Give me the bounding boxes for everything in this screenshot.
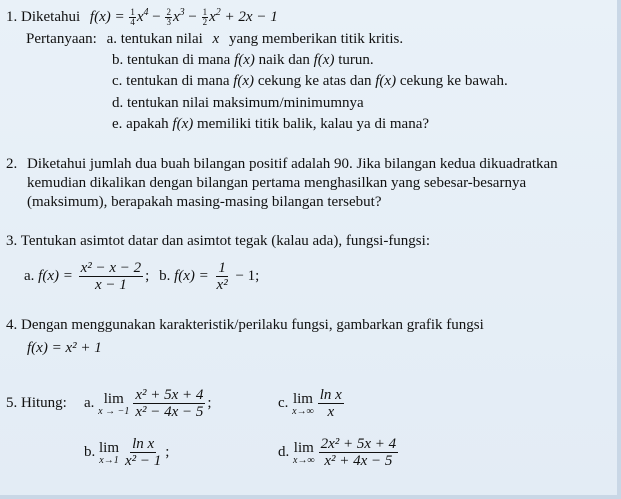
q5-part-a: a. lim x → −1 $\frac{\text{x² + 5x + 4}}{\text{x² − 4x − 5}}$ ; <box>84 387 212 421</box>
pertanyaan-label: Pertanyaan: <box>26 31 97 47</box>
q1-coef1: $\frac{1}{4}$ <box>130 7 135 28</box>
q1-lead: Diketahui <box>21 9 81 25</box>
q1-term3: $x^2 + 2x - 1$ <box>209 7 278 25</box>
q5d-fraction: $\frac{\text{2x² + 5x + 4}}{\text{x² + 4x − 5}}$ <box>320 436 397 470</box>
q5-lead: 5. Hitung: <box>6 395 67 411</box>
q4-formula: f(x) = x² + 1 <box>27 340 102 356</box>
q1-coef2: $\frac{2}{3}$ <box>166 7 171 28</box>
q1-item-d: d. tentukan nilai maksimum/minimumnya <box>112 95 364 111</box>
q2-line3: (maksimum), berapakah masing-masing bilangan tersebut? <box>27 194 382 210</box>
q1-number: 1. <box>6 9 18 25</box>
q4-header: 4. Dengan menggunakan karakteristik/perilaku fungsi, gambarkan grafik fungsi <box>6 317 484 333</box>
q1-coef3: $\frac{1}{2}$ <box>202 7 208 28</box>
q2-line2: kemudian dikalikan dengan bilangan pertama menghasilkan yang sebesar-besarnya <box>27 175 527 191</box>
q3-formulas: a. f(x) = $\frac{\text{x² − x − 2}}{x - 1}$ ; b. f(x) = $\frac{1}{\text{x²}}$ − 1; <box>24 260 260 294</box>
q2-number: 2. <box>6 156 18 172</box>
q3b-fraction: $\frac{1}{\text{x²}}$ <box>216 260 228 294</box>
q5c-lim: lim x→∞ <box>292 390 314 417</box>
q3-header: 3. Tentukan asimtot datar dan asimtot tegak (kalau ada), fungsi-fungsi: <box>6 233 430 249</box>
q1-term2: $x^3$ <box>172 7 185 25</box>
q5a-lim: lim x → −1 <box>98 390 130 417</box>
q5-part-d: d. lim x→∞ $\frac{\text{2x² + 5x + 4}}{\text{x² + 4x − 5}}$ <box>278 436 397 470</box>
q5a-fraction: $\frac{\text{x² + 5x + 4}}{\text{x² − 4x − 5}}$ <box>135 387 204 421</box>
q5b-fraction: $\frac{\text{ln x}}{\text{x² − 1}}$ <box>125 436 162 470</box>
q5c-fraction: $\frac{\text{ln x}}{x}$ <box>319 387 342 421</box>
q3a-lhs: f(x) = <box>38 268 73 284</box>
q1-term1: $x^4$ <box>136 7 149 25</box>
q1-item-c: c. tentukan di mana f(x) cekung ke atas dan f(x) cekung ke bawah. <box>112 73 508 89</box>
q5-part-c: c. lim x→∞ $\frac{\text{ln x}}{x}$ <box>278 387 342 421</box>
q1-item-b: b. tentukan di mana f(x) naik dan f(x) turun. <box>112 52 374 68</box>
q5d-lim: lim x→∞ <box>293 439 315 466</box>
q1-function-label: f(x) = <box>89 9 125 25</box>
q5b-lim: lim x→1 <box>99 439 120 466</box>
q3b-lhs: f(x) = <box>174 268 209 284</box>
q1-item-a: Pertanyaan: a. tentukan nilai x yang memberikan titik kritis. <box>26 31 404 47</box>
q1-item-e: e. apakah f(x) memiliki titik balik, kalau ya di mana? <box>112 116 430 132</box>
q2-line1: Diketahui jumlah dua buah bilangan positif adalah 90. Jika bilangan kedua dikuadratkan <box>27 156 558 172</box>
q5-part-b: b. lim x→1 $\frac{\text{ln x}}{\text{x² − 1}}$ ; <box>84 436 170 470</box>
q1-header: 1. Diketahui f(x) = $\frac{1}{4}$ $x^4$ − $\frac{2}{3}$ $x^3$ − $\frac{1}{2}$ $x^2 + 2x - 1$ <box>6 7 278 28</box>
q3a-fraction: $\frac{\text{x² − x − 2}}{x - 1}$ <box>80 260 142 294</box>
